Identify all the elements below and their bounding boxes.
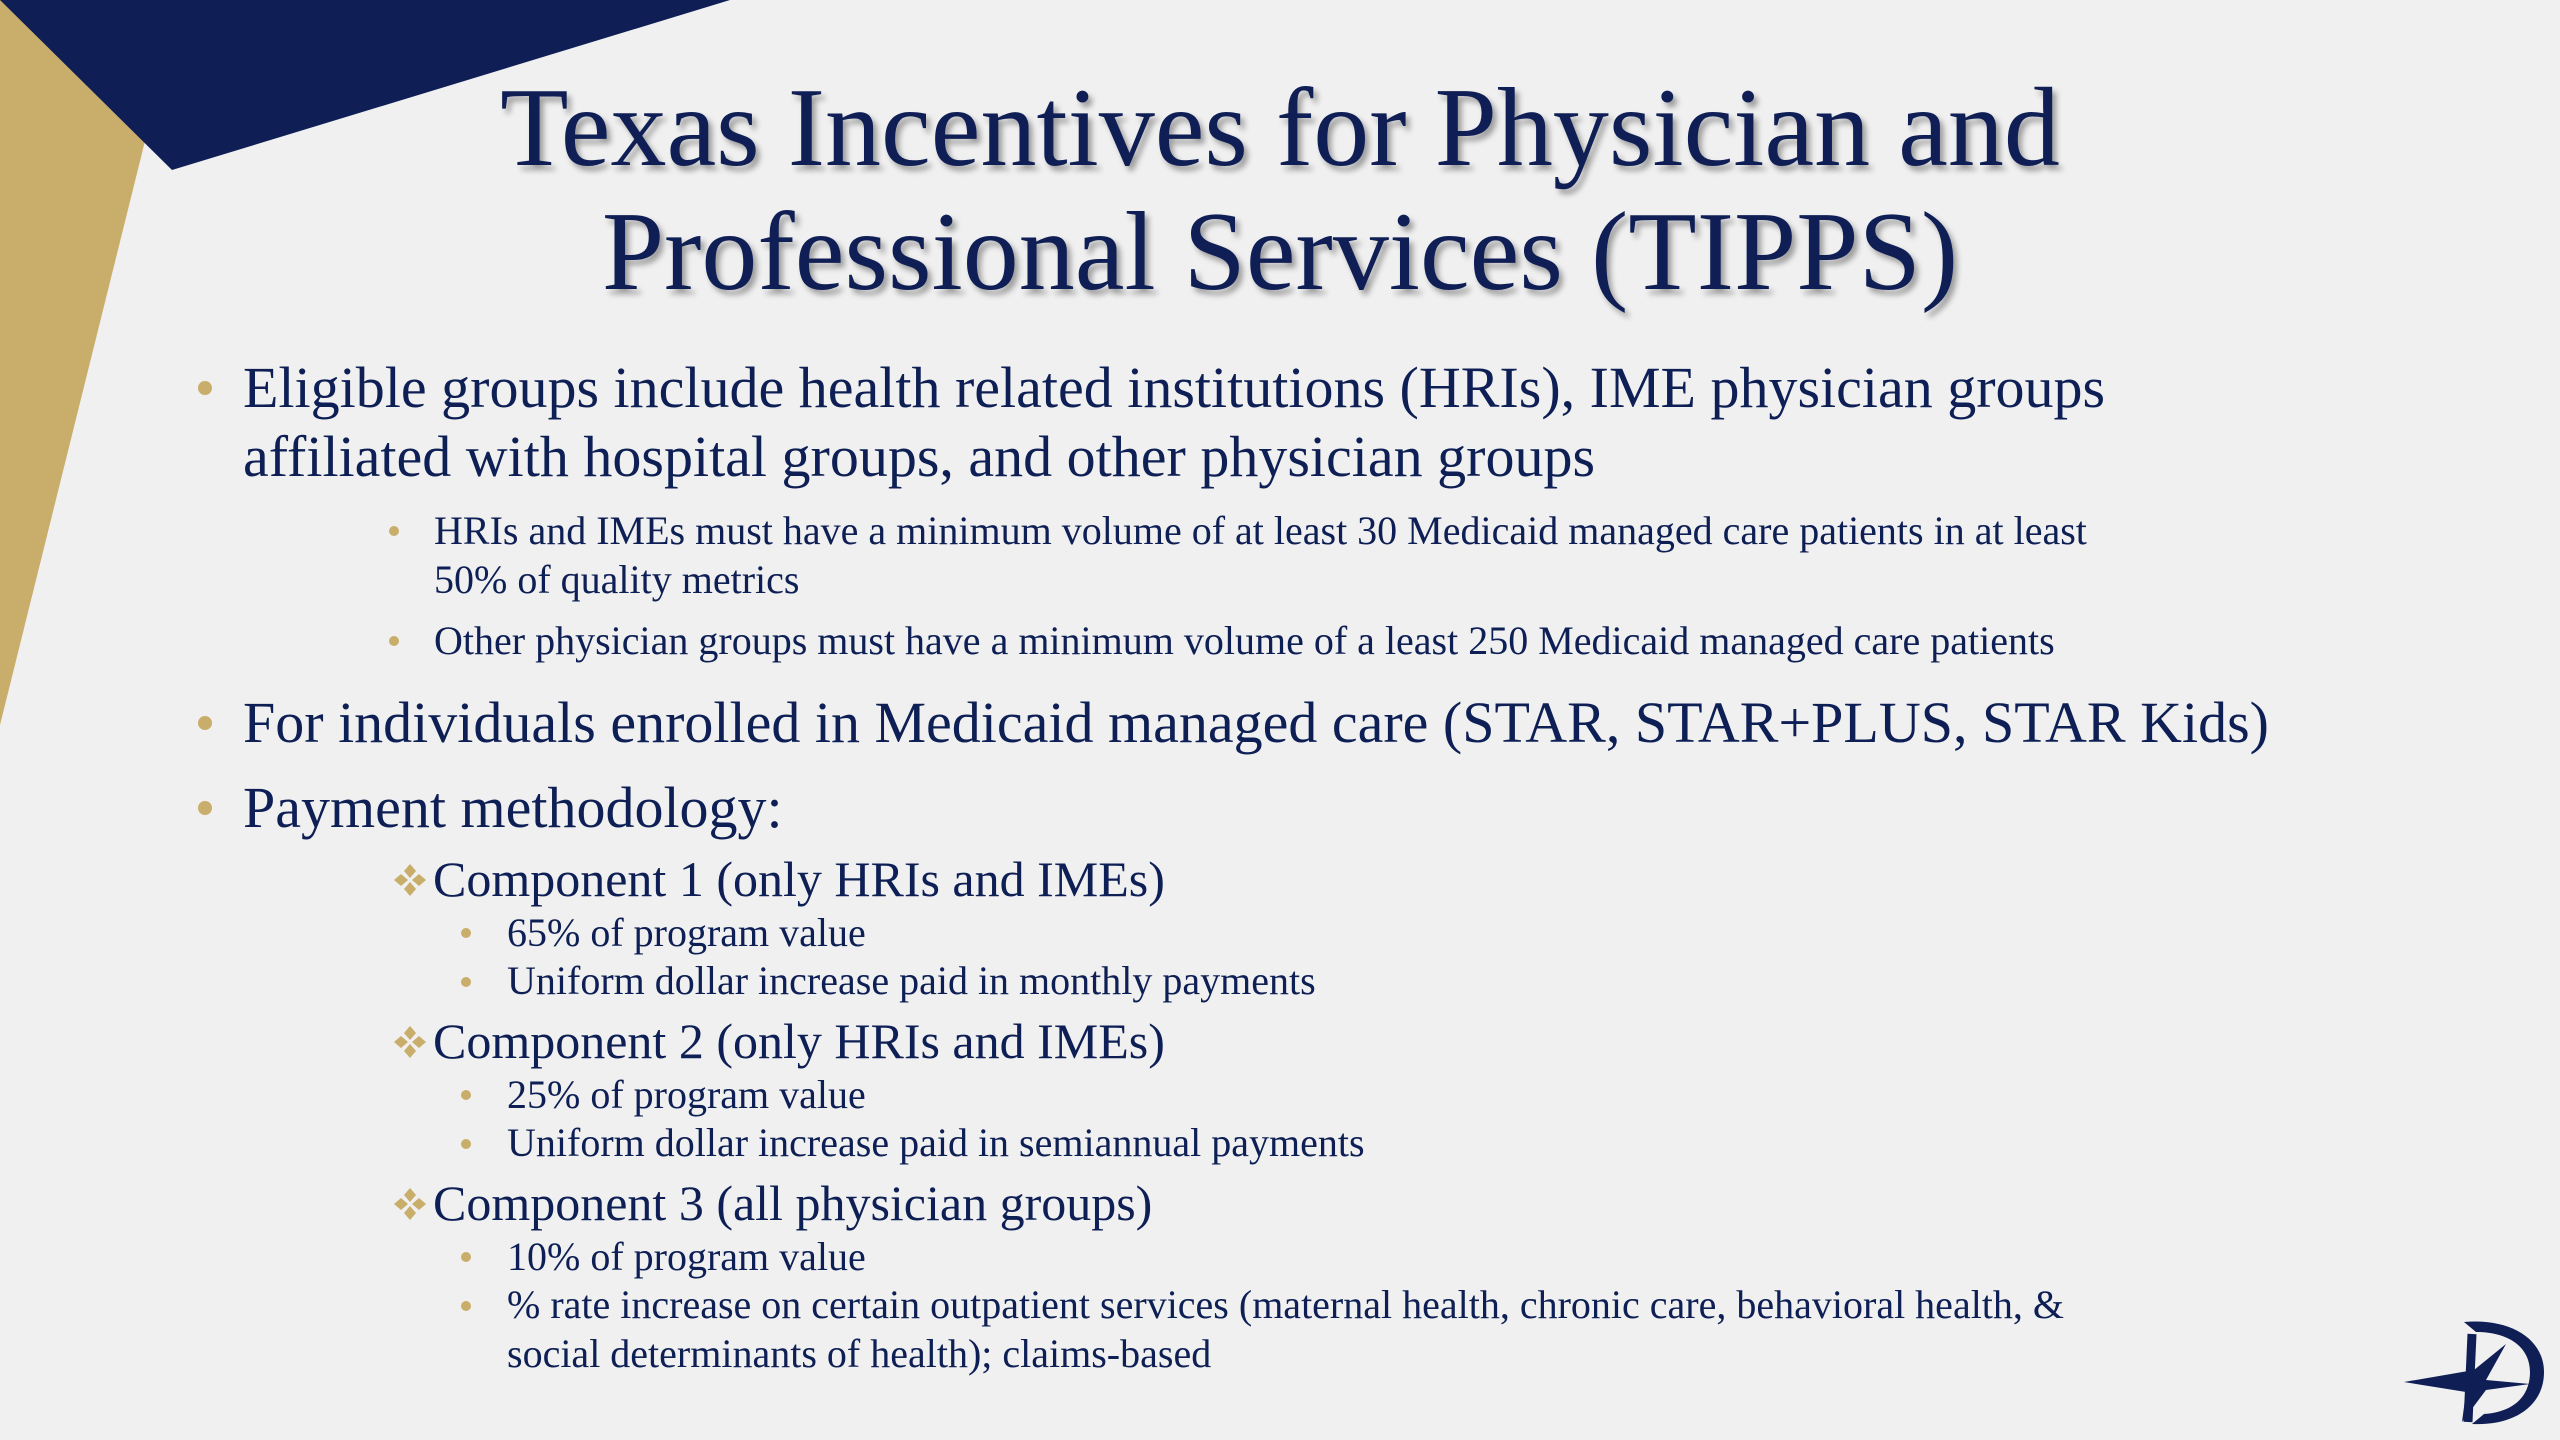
title-line-2: Professional Services (TIPPS)	[601, 190, 1959, 314]
component-item: Uniform dollar increase paid in semiannual payments	[507, 1120, 1365, 1165]
bullet-text: Eligible groups include health related institutions (HRIs), IME physician groups	[243, 355, 2106, 420]
component-item: Uniform dollar increase paid in monthly payments	[507, 958, 1316, 1003]
component-item: % rate increase on certain outpatient services (maternal health, chronic care, behavioral health, &	[507, 1282, 2065, 1327]
sub-bullet-dot	[461, 977, 471, 987]
sub-bullet-dot	[389, 636, 399, 646]
diamond-bullet-icon	[392, 1024, 428, 1060]
sub-bullet-dot	[389, 526, 399, 536]
star-d-logo-icon	[2402, 1310, 2552, 1430]
sub-bullet-dot	[461, 1252, 471, 1262]
bullet-dot	[198, 716, 212, 730]
diamond-bullet-icon	[392, 862, 428, 898]
component-label: Component 1 (only HRIs and IMEs)	[433, 851, 1165, 907]
sub-bullet-text: Other physician groups must have a minimum volume of a least 250 Medicaid managed care patients	[434, 618, 2055, 663]
component-item: 10% of program value	[507, 1234, 866, 1279]
bullet-text: affiliated with hospital groups, and other physician groups	[243, 424, 1596, 489]
sub-bullet-text: 50% of quality metrics	[434, 557, 800, 602]
component-label: Component 3 (all physician groups)	[433, 1175, 1153, 1231]
bullet-dot	[198, 801, 212, 815]
sub-bullet-dot	[461, 1301, 471, 1311]
component-item: 65% of program value	[507, 910, 866, 955]
bullet-text: For individuals enrolled in Medicaid managed care (STAR, STAR+PLUS, STAR Kids)	[243, 690, 2269, 755]
title-line-1: Texas Incentives for Physician and	[500, 66, 2060, 190]
sub-bullet-dot	[461, 928, 471, 938]
sub-bullet-dot	[461, 1139, 471, 1149]
component-item-continued: social determinants of health); claims-based	[507, 1331, 1212, 1376]
component-item: 25% of program value	[507, 1072, 866, 1117]
sub-bullet-text: HRIs and IMEs must have a minimum volume of at least 30 Medicaid managed care patients in at least	[434, 508, 2087, 553]
component-label: Component 2 (only HRIs and IMEs)	[433, 1013, 1165, 1069]
sub-bullet-dot	[461, 1090, 471, 1100]
bullet-dot	[198, 381, 212, 395]
diamond-bullet-icon	[392, 1186, 428, 1222]
bullet-text: Payment methodology:	[243, 775, 783, 840]
